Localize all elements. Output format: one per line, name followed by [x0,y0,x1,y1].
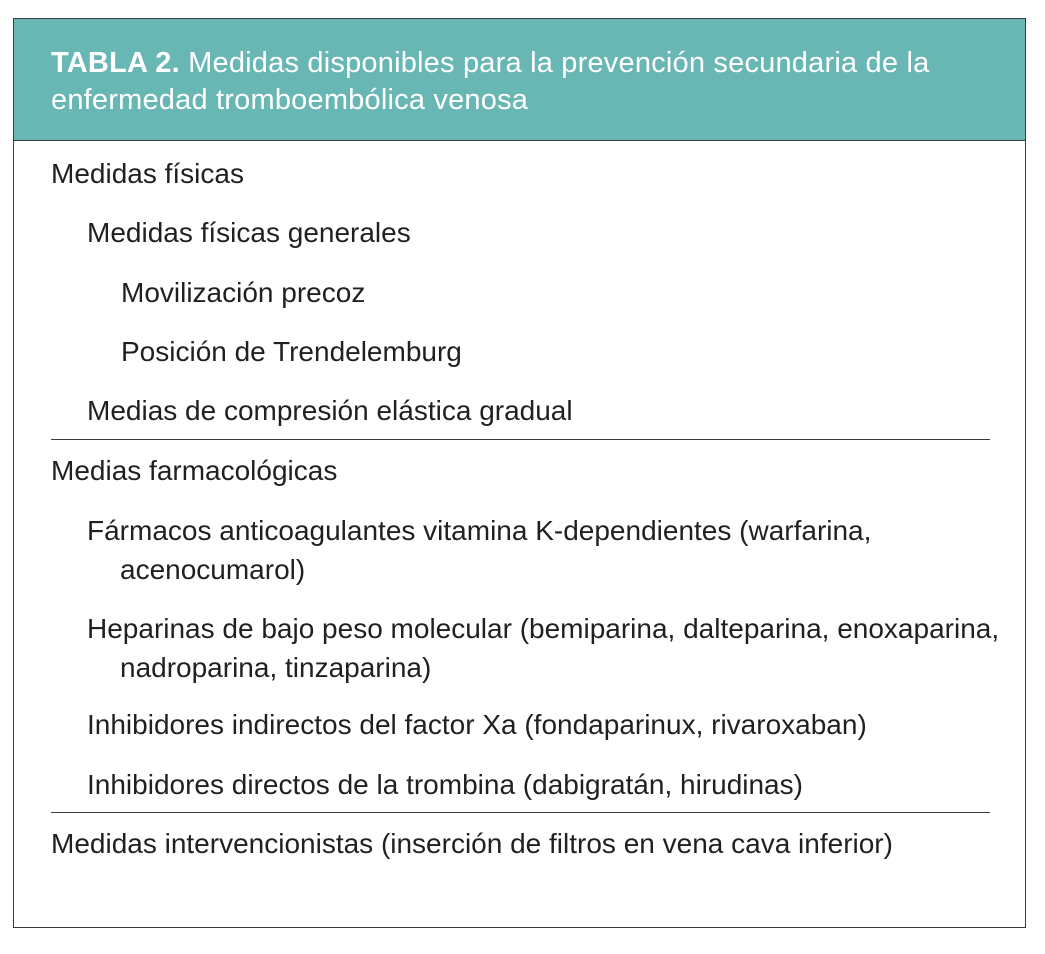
table-2 [13,18,1026,928]
section-divider [51,812,990,813]
item-vitamin-k-anticoagulants: Fármacos anticoagulantes vitamina K-dependientes (warfarina, acenocumarol) [87,515,872,585]
table-header [14,19,1025,141]
table-title [51,45,991,119]
table-label: TABLA 2. [51,47,180,79]
item-general-physical: Medidas físicas generales [87,217,411,248]
item-lmw-heparins: Heparinas de bajo peso molecular (bemiparina, dalteparina, enoxaparina, nadroparina, tinzaparina) [87,613,1000,683]
table-title-text: Medidas disponibles para la prevención secundaria de la enfermedad tromboembólica venosa [51,47,930,116]
section-divider [51,439,990,440]
item-thrombin-inhibitors: Inhibidores directos de la trombina (dabigratán, hirudinas) [87,769,803,800]
subitem-trendelenburg: Posición de Trendelemburg [121,336,462,367]
item-factor-xa-inhibitors: Inhibidores indirectos del factor Xa (fondaparinux, rivaroxaban) [87,709,867,740]
subitem-early-mobilization: Movilización precoz [121,277,366,308]
section-heading-interventional: Medidas intervencionistas (inserción de filtros en vena cava inferior) [51,828,893,859]
section-heading-pharmacological: Medias farmacológicas [51,455,338,486]
section-heading-physical: Medidas físicas [51,158,244,189]
item-compression-stockings: Medias de compresión elástica gradual [87,395,573,426]
